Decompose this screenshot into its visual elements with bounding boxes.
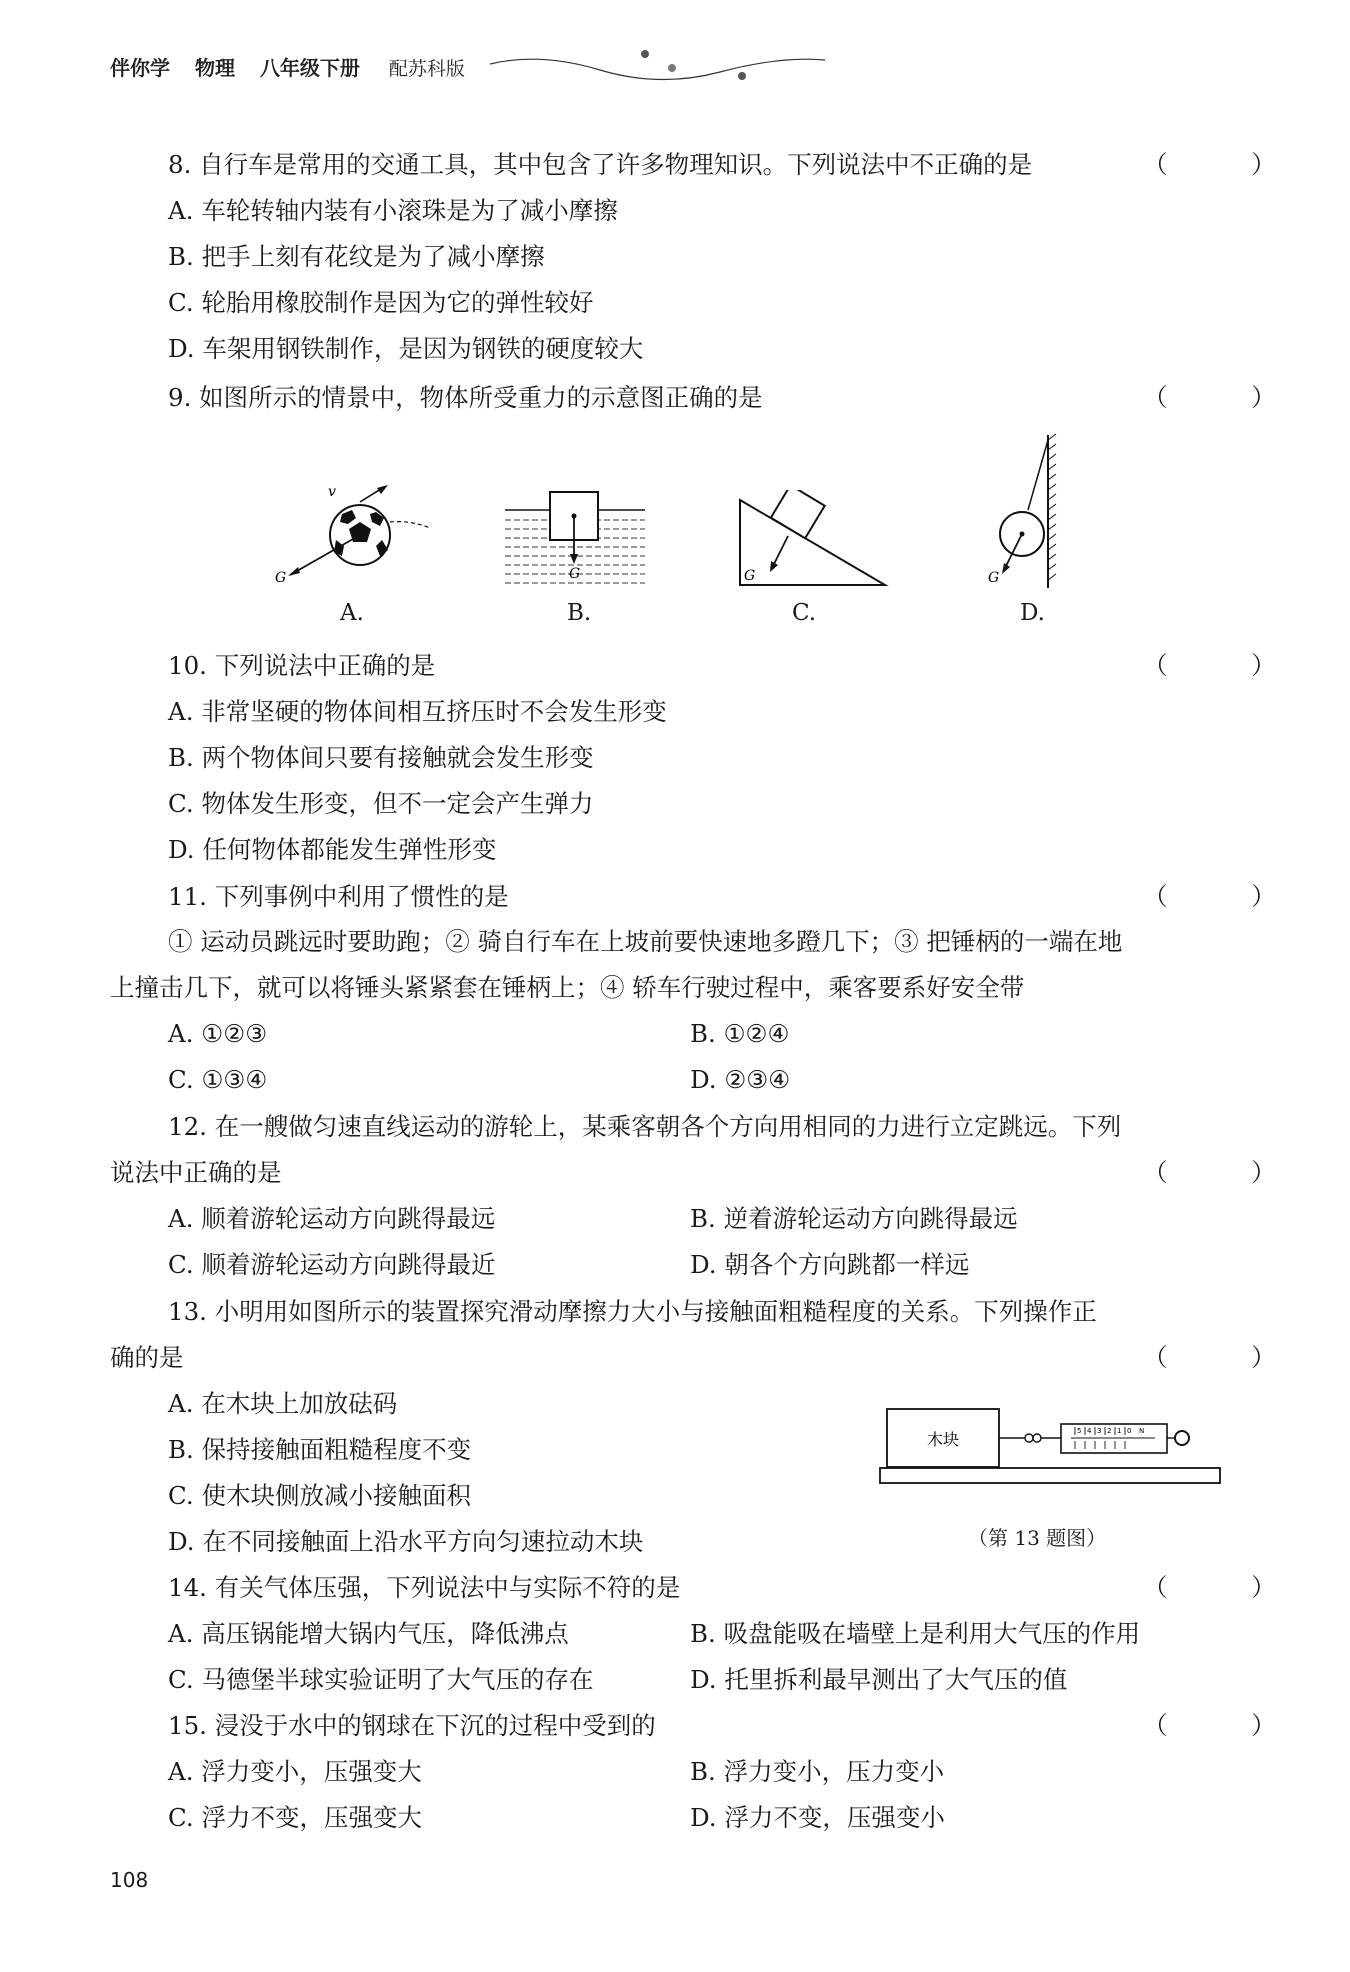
figure-9b-floating-block <box>495 480 655 600</box>
figure-label-d: D. <box>1020 600 1045 626</box>
answer-bracket: （ ） <box>1143 1343 1314 1372</box>
header-series: 伴你学 <box>110 56 170 80</box>
question-13-option-c: C. 使木块侧放减小接触面积 <box>168 1481 471 1510</box>
question-13-option-a: A. 在木块上加放砝码 <box>168 1389 398 1418</box>
question-12-option-d: D. 朝各个方向跳都一样远 <box>690 1250 970 1279</box>
question-8-option-d: D. 车架用钢铁制作，是因为钢铁的硬度较大 <box>168 334 644 363</box>
block-label: 木块 <box>926 1430 960 1449</box>
answer-bracket: （ ） <box>1143 1711 1314 1740</box>
figure-9c-incline-block <box>730 490 900 600</box>
g-label: G <box>744 568 756 584</box>
figure-label-b: B. <box>567 600 592 626</box>
question-15-option-c: C. 浮力不变，压强变大 <box>168 1803 422 1832</box>
question-13-stem-line-2: 确的是 <box>110 1343 184 1372</box>
question-10-option-c: C. 物体发生形变，但不一定会产生弹力 <box>168 789 594 818</box>
header-grade: 八年级下册 <box>259 56 360 80</box>
question-13-option-d: D. 在不同接触面上沿水平方向匀速拉动木块 <box>168 1527 644 1556</box>
answer-bracket: （ ） <box>1143 1573 1314 1602</box>
question-8-option-c: C. 轮胎用橡胶制作是因为它的弹性较好 <box>168 288 594 317</box>
answer-bracket: （ ） <box>1143 383 1314 412</box>
figure-label-c: C. <box>792 600 817 626</box>
answer-bracket: （ ） <box>1143 651 1314 680</box>
question-12-stem-line-2: 说法中正确的是 <box>110 1158 282 1187</box>
question-8-option-a: A. 车轮转轴内装有小滚珠是为了减小摩擦 <box>168 196 618 225</box>
question-10-option-b: B. 两个物体间只要有接触就会发生形变 <box>168 743 594 772</box>
question-11-option-c: C. ①③④ <box>168 1065 268 1094</box>
figure-label-a: A. <box>340 600 364 626</box>
header-subject: 物理 <box>194 56 235 80</box>
question-11-stem: 11. 下列事例中利用了惯性的是 <box>168 882 509 911</box>
question-8-stem: 8. 自行车是常用的交通工具，其中包含了许多物理知识。下列说法中不正确的是 <box>168 150 1033 179</box>
scale-mark: 2 <box>1107 1427 1112 1435</box>
question-15-option-a: A. 浮力变小，压强变大 <box>168 1757 422 1786</box>
scale-mark: 0 <box>1127 1427 1132 1435</box>
question-15-option-d: D. 浮力不变，压强变小 <box>690 1803 945 1832</box>
figure-13-caption: （第 13 题图） <box>968 1526 1107 1550</box>
question-11-option-a: A. ①②③ <box>168 1019 268 1048</box>
answer-bracket: （ ） <box>1143 150 1314 179</box>
g-label: G <box>569 566 581 582</box>
figure-9a-soccer-ball <box>260 430 440 590</box>
answer-bracket: （ ） <box>1143 1158 1314 1187</box>
scale-mark: 1 <box>1117 1427 1122 1435</box>
question-11-option-b: B. ①②④ <box>690 1019 790 1048</box>
header-edition: 配苏科版 <box>388 58 465 80</box>
question-15-stem: 15. 浸没于水中的钢球在下沉的过程中受到的 <box>168 1711 656 1740</box>
question-10-option-d: D. 任何物体都能发生弹性形变 <box>168 835 497 864</box>
answer-bracket: （ ） <box>1143 882 1314 911</box>
header-decoration-icon <box>480 42 840 92</box>
question-11-body-line-2: 上撞击几下，就可以将锤头紧紧套在锤柄上；④ 轿车行驶过程中，乘客要系好安全带 <box>110 973 1025 1002</box>
question-14-option-d: D. 托里拆利最早测出了大气压的值 <box>690 1665 1068 1694</box>
question-11-option-d: D. ②③④ <box>690 1065 791 1094</box>
question-12-stem: 12. 在一艘做匀速直线运动的游轮上，某乘客朝各个方向用相同的力进行立定跳远。下列 <box>168 1112 1122 1141</box>
g-label: G <box>988 570 1000 586</box>
question-9-stem: 9. 如图所示的情景中，物体所受重力的示意图正确的是 <box>168 383 763 412</box>
question-11-body-line-1: ① 运动员跳远时要助跑；② 骑自行车在上坡前要快速地多蹬几下；③ 把锤柄的一端在地 <box>168 927 1123 956</box>
question-12-option-c: C. 顺着游轮运动方向跳得最近 <box>168 1250 496 1279</box>
question-13-stem: 13. 小明用如图所示的装置探究滑动摩擦力大小与接触面粗糙程度的关系。下列操作正 <box>168 1297 1097 1326</box>
question-12-option-b: B. 逆着游轮运动方向跳得最远 <box>690 1204 1018 1233</box>
scale-mark: 4 <box>1087 1427 1092 1435</box>
question-8-option-b: B. 把手上刻有花纹是为了减小摩擦 <box>168 242 545 271</box>
question-14-option-c: C. 马德堡半球实验证明了大气压的存在 <box>168 1665 594 1694</box>
page-number: 108 <box>110 1868 149 1892</box>
scale-mark: 3 <box>1097 1427 1102 1435</box>
v-label: v <box>328 484 336 500</box>
question-14-option-a: A. 高压锅能增大锅内气压，降低沸点 <box>168 1619 569 1648</box>
figure-13-friction-apparatus <box>875 1400 1225 1500</box>
scale-mark: 5 <box>1077 1427 1082 1435</box>
g-label: G <box>275 570 287 586</box>
question-10-stem: 10. 下列说法中正确的是 <box>168 651 436 680</box>
question-10-option-a: A. 非常坚硬的物体间相互挤压时不会发生形变 <box>168 697 667 726</box>
page-header <box>110 52 760 92</box>
question-14-stem: 14. 有关气体压强，下列说法中与实际不符的是 <box>168 1573 681 1602</box>
question-12-option-a: A. 顺着游轮运动方向跳得最远 <box>168 1204 496 1233</box>
figure-9d-hanging-ball <box>980 430 1080 600</box>
question-13-option-b: B. 保持接触面粗糙程度不变 <box>168 1435 472 1464</box>
question-15-option-b: B. 浮力变小，压力变小 <box>690 1757 945 1786</box>
question-14-option-b: B. 吸盘能吸在墙壁上是利用大气压的作用 <box>690 1619 1141 1648</box>
scale-unit: N <box>1139 1427 1145 1435</box>
